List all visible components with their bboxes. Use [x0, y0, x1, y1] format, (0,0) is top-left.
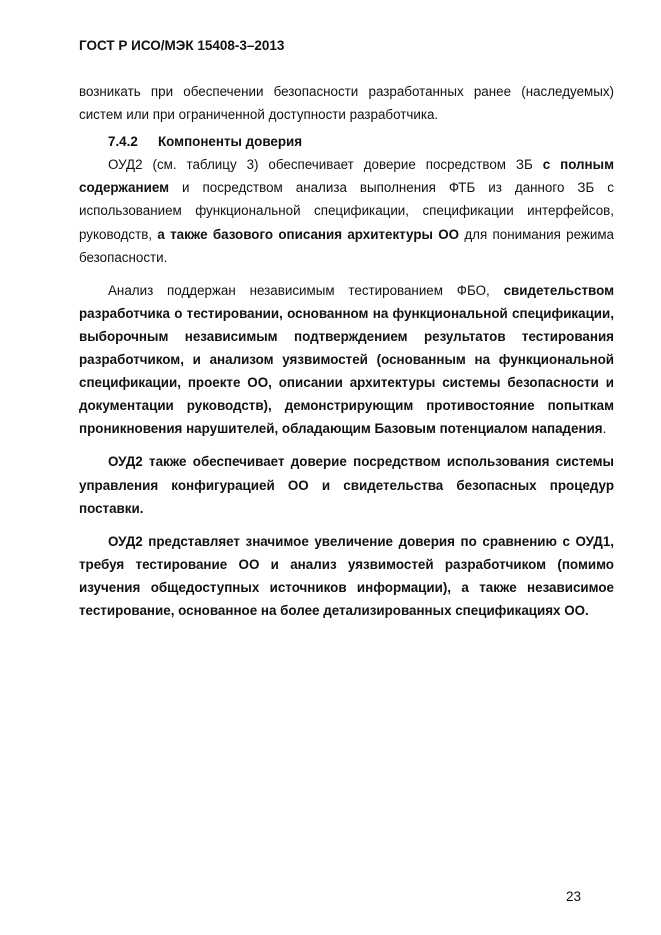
bold-run: свидетельством разработчика о тестировании, основанном на функциональной спецификации, выборочным независимым подтверждением результатов тестирования разработчиком, и анализом уязвимостей (основанным на функциональной спецификации, проекте ОО, описании архитектуры системы безопасности и документации руководств), демонстрирующим противостояние попыткам проникновения нарушителей, обладающим Базовым потенциалом нападения: [79, 282, 614, 437]
section-number: 7.4.2: [108, 134, 138, 150]
text-run: .: [602, 421, 607, 437]
bold-run: ОУД2 представляет значимое увеличение доверия по сравнению с ОУД1, требуя тестирование ОО и анализ уязвимостей разработчиком (помимо изучения общедоступных источников информации), а также независимое тестирование, основанное на более детализированных спецификациях ОО.: [79, 533, 614, 618]
paragraph-analysis: [79, 279, 614, 441]
bold-run: ОУД2 также обеспечивает доверие посредством использования системы управления конфигурацией ОО и свидетельства безопасных процедур поставки.: [79, 454, 614, 516]
paragraph-continuation: возникать при обеспечении безопасности разработанных ранее (наследуемых) систем или при ограниченной доступности разработчика.: [79, 84, 614, 123]
section-heading: [79, 130, 614, 153]
paragraph-configuration: [79, 450, 614, 519]
paragraph-increase: [79, 530, 614, 622]
document-body: [79, 80, 614, 622]
text-run: для понимания режима безопасности.: [79, 226, 615, 265]
text-run: Анализ поддержан независимым тестированием ФБО,: [108, 282, 504, 298]
page-number: 23: [566, 889, 582, 904]
text-run: и посредством анализа выполнения ФТБ из данного ЗБ с использованием функциональной спецификации, спецификации интерфейсов, руководств,: [79, 180, 614, 242]
paragraph-oud2-assurance: [79, 153, 614, 268]
bold-run: с полным содержанием: [79, 157, 614, 196]
bold-run: а также базового описания архитектуры ОО: [157, 226, 460, 242]
section-title: Компоненты доверия: [158, 134, 303, 150]
text-run: ОУД2 (см. таблицу 3) обеспечивает доверие посредством ЗБ: [108, 157, 543, 173]
document-header: ГОСТ Р ИСО/МЭК 15408-3–2013: [79, 38, 285, 53]
